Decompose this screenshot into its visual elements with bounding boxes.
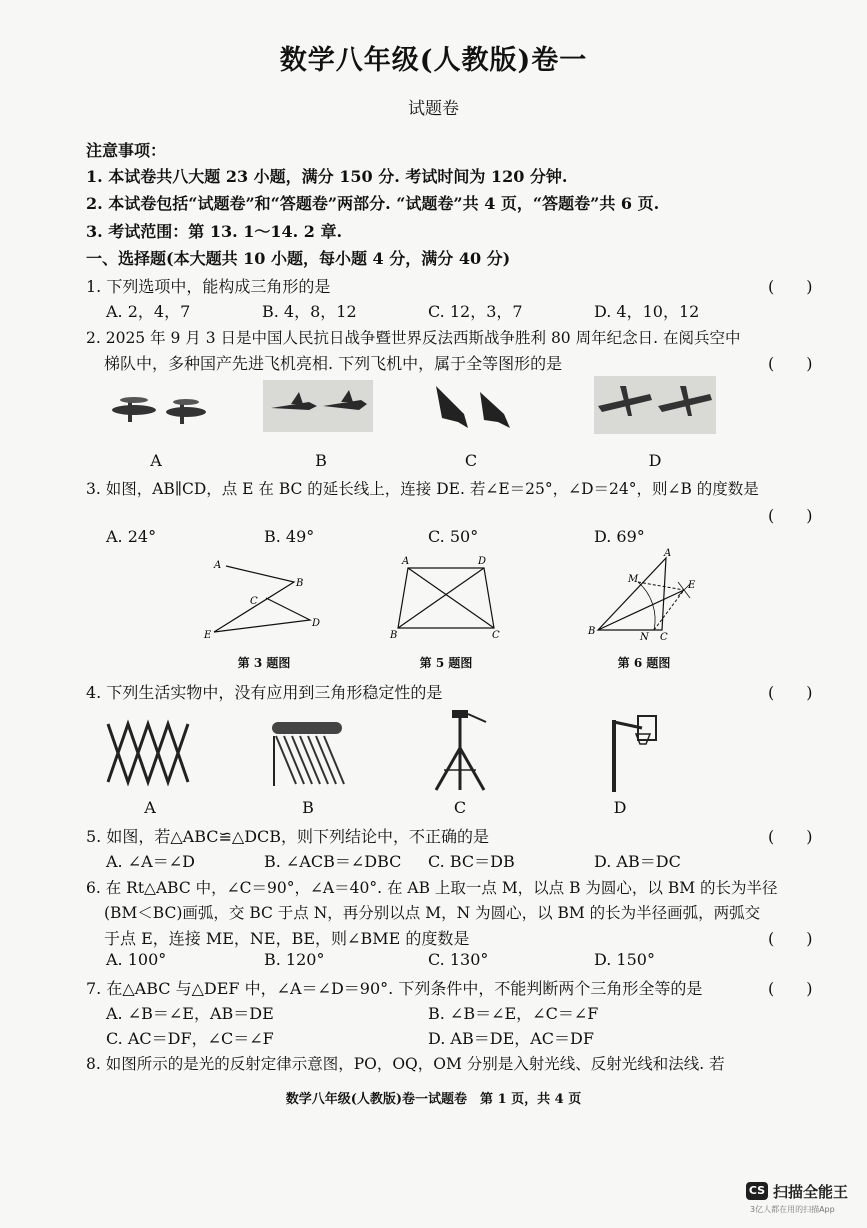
q6-option-c: C. 130°	[428, 950, 489, 969]
q4-image-a-scissor-gate	[102, 718, 194, 788]
q2-label-c: C	[464, 451, 478, 470]
note-item-3: 3. 考试范围：第 13. 1～14. 2 章.	[86, 222, 343, 241]
q6-answer-paren: ( )	[768, 929, 813, 948]
q3-option-d: D. 69°	[594, 527, 645, 546]
q2-label-b: B	[315, 451, 327, 470]
q6-stem-line2: (BM＜BC)画弧，交 BC 于点 N，再分别以点 M，N 为圆心，以 BM 的长为半径画弧，两弧交	[104, 904, 761, 922]
q6-stem-line1: 6. 在 Rt△ABC 中，∠C＝90°，∠A＝40°. 在 AB 上取一点 M，以点 B 为圆心，以 BM 的长为半径	[86, 879, 778, 897]
fig3-label-a: A	[214, 560, 222, 571]
q2-stem-line2: 梯队中，多种国产先进飞机亮相. 下列飞机中，属于全等图形的是	[104, 354, 563, 373]
q2-image-b	[263, 380, 373, 432]
fig6-label-n: N	[640, 632, 649, 643]
fig5-label-d: D	[478, 556, 487, 567]
fig6-label-e: E	[688, 580, 696, 591]
q3-option-b: B. 49°	[264, 527, 315, 546]
exam-subtitle: 试题卷	[408, 99, 459, 119]
q1-option-a: A. 2，4，7	[106, 302, 191, 321]
fig6-label-b: B	[588, 626, 596, 637]
q6-option-b: B. 120°	[264, 950, 325, 969]
notes-heading: 注意事项：	[86, 141, 167, 160]
q1-answer-paren: ( )	[768, 277, 813, 296]
q3-answer-paren: ( )	[768, 506, 813, 525]
q2-image-d	[594, 376, 716, 434]
q6-option-a: A. 100°	[106, 950, 167, 969]
q3-option-a: A. 24°	[106, 527, 157, 546]
fig3-label-c: C	[250, 596, 258, 607]
exam-title: 数学八年级(人教版)卷一	[279, 45, 588, 76]
q7-option-c: C. AC＝DF，∠C＝∠F	[106, 1029, 274, 1048]
q5-option-d: D. AB＝DC	[594, 852, 681, 871]
q8-stem: 8. 如图所示的是光的反射定律示意图，PO，OQ，OM 分别是入射光线、反射光线和法线. 若	[86, 1055, 725, 1073]
fig6-label-m: M	[628, 574, 639, 585]
fig5-label-c: C	[492, 630, 500, 641]
q7-stem: 7. 在△ABC 与△DEF 中，∠A＝∠D＝90°. 下列条件中，不能判断两个三角形全等的是	[86, 979, 703, 998]
fig3-label-d: D	[312, 618, 321, 629]
q2-image-c	[430, 378, 518, 434]
q4-stem: 4. 下列生活实物中，没有应用到三角形稳定性的是	[86, 683, 443, 702]
scanner-app-name: 扫描全能王	[773, 1183, 849, 1201]
q3-stem: 3. 如图，AB∥CD，点 E 在 BC 的延长线上，连接 DE. 若∠E＝25°，∠D＝24°，则∠B 的度数是	[86, 480, 759, 498]
q2-label-d: D	[648, 451, 662, 470]
scanner-watermark	[746, 1180, 864, 1220]
fig6-label-a: A	[664, 548, 672, 559]
q4-image-c-tripod	[428, 708, 492, 794]
q1-option-d: D. 4，10，12	[594, 302, 700, 321]
fig3-label-e: E	[204, 630, 212, 641]
q4-label-d: D	[613, 798, 627, 817]
q1-option-c: C. 12，3，7	[428, 302, 523, 321]
q7-option-b: B. ∠B＝∠E，∠C＝∠F	[428, 1004, 599, 1023]
q4-image-d-basketball-hoop	[600, 710, 664, 794]
q7-option-a: A. ∠B＝∠E，AB＝DE	[106, 1004, 274, 1023]
q4-answer-paren: ( )	[768, 683, 813, 702]
scanner-logo-icon: CS	[746, 1182, 768, 1200]
q1-option-b: B. 4，8，12	[262, 302, 357, 321]
q7-answer-paren: ( )	[768, 979, 813, 998]
figure-6-caption: 第 6 题图	[617, 656, 671, 670]
q5-option-a: A. ∠A＝∠D	[106, 852, 195, 871]
scanner-tagline: 3亿人都在用的扫描App	[750, 1205, 835, 1214]
q3-option-c: C. 50°	[428, 527, 479, 546]
fig5-label-b: B	[390, 630, 398, 641]
q6-stem-line3: 于点 E，连接 ME，NE，BE，则∠BME 的度数是	[104, 929, 470, 948]
q2-answer-paren: ( )	[768, 354, 813, 373]
note-item-2: 2. 本试卷包括“试题卷”和“答题卷”两部分. “试题卷”共 4 页，“答题卷”共 6 页.	[86, 194, 660, 213]
q5-stem: 5. 如图，若△ABC≌△DCB，则下列结论中，不正确的是	[86, 827, 490, 846]
q2-image-a	[104, 384, 216, 436]
q1-stem: 1. 下列选项中，能构成三角形的是	[86, 277, 331, 296]
q4-label-c: C	[453, 798, 467, 817]
q4-label-a: A	[144, 798, 156, 817]
figure-5	[386, 550, 510, 644]
section-heading: 一、选择题(本大题共 10 小题，每小题 4 分，满分 40 分)	[86, 249, 511, 268]
fig3-label-b: B	[296, 578, 304, 589]
fig6-label-c: C	[660, 632, 668, 643]
q2-stem-line1: 2. 2025 年 9 月 3 日是中国人民抗日战争暨世界反法西斯战争胜利 80 周年纪念日. 在阅兵空中	[86, 329, 741, 347]
q5-option-b: B. ∠ACB＝∠DBC	[264, 852, 402, 871]
q7-option-d: D. AB＝DE，AC＝DF	[428, 1029, 594, 1048]
fig5-label-a: A	[402, 556, 410, 567]
figure-3-caption: 第 3 题图	[237, 656, 291, 670]
note-item-1: 1. 本试卷共八大题 23 小题，满分 150 分. 考试时间为 120 分钟.	[86, 167, 568, 186]
q4-label-b: B	[302, 798, 314, 817]
page-footer: 数学八年级(人教版)卷一试题卷 第 1 页，共 4 页	[285, 1092, 582, 1107]
figure-5-caption: 第 5 题图	[419, 656, 473, 670]
q4-image-b-solar-heater	[266, 716, 348, 790]
q5-option-c: C. BC＝DB	[428, 852, 515, 871]
figure-3	[200, 552, 330, 646]
q2-label-a: A	[150, 451, 162, 470]
q6-option-d: D. 150°	[594, 950, 655, 969]
figure-6	[586, 548, 706, 644]
q5-answer-paren: ( )	[768, 827, 813, 846]
